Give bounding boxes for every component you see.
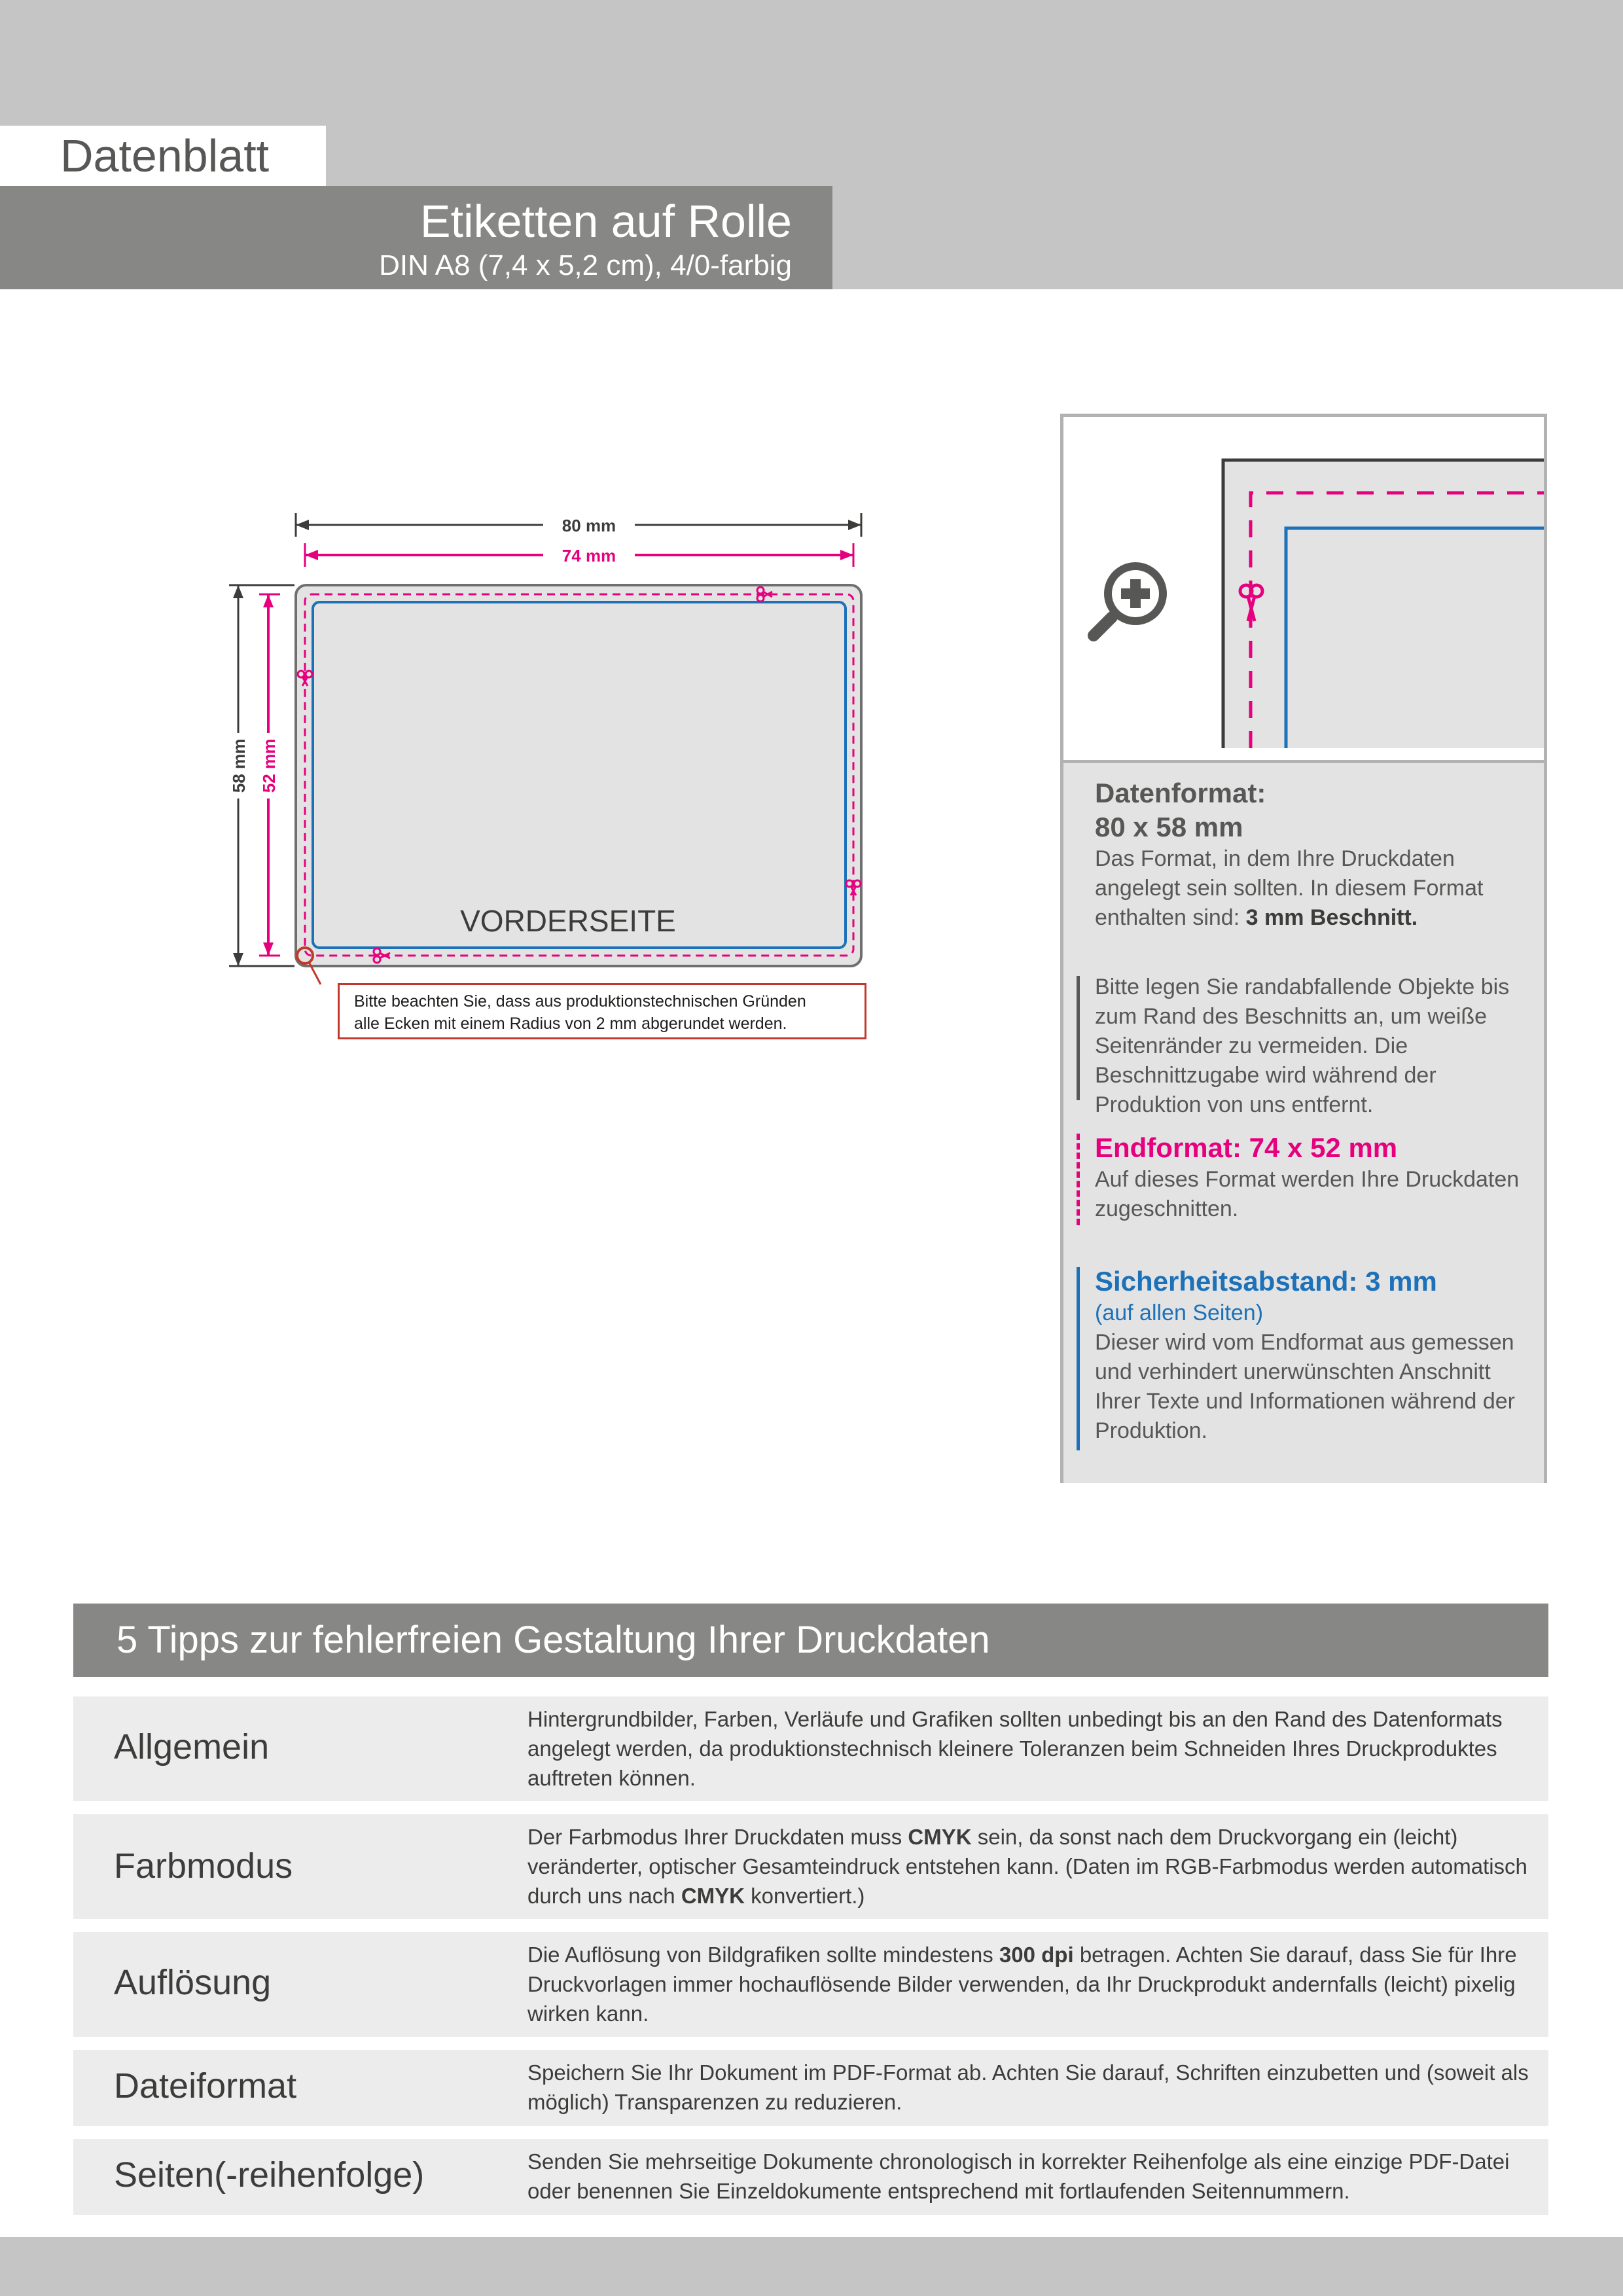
safety-heading: Sicherheitsabstand: 3 mm [1095,1266,1437,1297]
info-text-area [1063,760,1544,1483]
corner-radius-note [338,983,866,1039]
end-format-text: Auf dieses Format werden Ihre Druckdaten zugeschnitten. [1095,1167,1520,1221]
data-format-heading: Datenformat: [1095,778,1266,808]
format-diagram [196,497,916,1060]
note-line-1: Bitte beachten Sie, dass aus produktionstechnischen Gründen [354,992,806,1011]
tip-text: Der Farbmodus Ihrer Druckdaten muss CMYK sein, da sonst nach dem Druckvorgang ein (leicht) veränderter, optischer Gesamteindruck entstehen kann. (Daten im RGB-Farbmodus werden automatisch durch uns nach CMYK konvertiert.) [527,1825,1527,1908]
safety-subheading: (auf allen Seiten) [1095,1300,1264,1325]
title-bar [0,186,832,289]
format-diagram-graphic [196,497,916,1060]
info-panel [1060,414,1547,1483]
note-line-2: alle Ecken mit einem Radius von 2 mm abgerundet werden. [354,1014,787,1033]
front-side-label: VORDERSEITE [460,904,676,938]
bleed-block [1095,973,1527,1120]
zoom-detail [1063,417,1544,760]
end-format-indicator [1077,1134,1080,1225]
data-format-text: Das Format, in dem Ihre Druckdaten angelegt sein sollten. In diesem Format enthalten sind: 3 mm Beschnitt. [1095,846,1484,930]
tip-text: Speichern Sie Ihr Dokument im PDF-Format ab. Achten Sie darauf, Schriften einzubetten und (soweit als möglich) Transparenzen zu reduzieren. [527,2060,1529,2114]
zoom-in-icon [1094,562,1167,636]
tip-row [73,2139,1548,2215]
safety-text: Dieser wird vom Endformat aus gemessen und verhindert unerwünschten Anschnitt Ihrer Texte und Informationen während der Produktion. [1095,1330,1515,1443]
tip-row [73,2050,1548,2126]
height-end-label: 52 mm [259,738,279,793]
bleed-amount: 3 mm Beschnitt. [1245,905,1418,930]
zoom-detail-graphic [1063,417,1544,760]
page-title: Etiketten auf Rolle [419,196,792,247]
tip-text: Die Auflösung von Bildgrafiken sollte mindestens 300 dpi betragen. Achten Sie darauf, dass Sie für Ihre Druckvorlagen immer hochauflösende Bilder verwenden, da Ihr Druckprodukt andernfalls (leicht) pixelig wirken kann. [527,1943,1517,2026]
safety-indicator [1077,1267,1080,1450]
tips-header: 5 Tipps zur fehlerfreien Gestaltung Ihrer Druckdaten [73,1604,1548,1677]
tip-text: Hintergrundbilder, Farben, Verläufe und Grafiken sollten unbedingt bis an den Rand des Datenformats angelegt werden, da produktionstechnisch kleinere Toleranzen beim Schneiden Ihres Druckproduktes auftreten können. [527,1707,1503,1790]
bleed-indicator [1077,976,1080,1100]
height-data-label: 58 mm [229,738,249,793]
width-data-label: 80 mm [562,516,616,535]
bottom-band [0,2237,1623,2296]
data-format-block [1095,776,1527,933]
tip-title: Auflösung [114,1963,272,2002]
end-format-heading: Endformat: 74 x 52 mm [1095,1132,1398,1163]
bleed-text: Bitte legen Sie randabfallende Objekte bis zum Rand des Beschnitts an, um weiße Seitenränder zu vermeiden. Die Beschnittzugabe wird während der Produktion von uns entfernt. [1095,975,1510,1117]
tip-row [73,1814,1548,1919]
doc-type-label: Datenblatt [0,126,326,186]
tip-text: Senden Sie mehrseitige Dokumente chronologisch in korrekter Reihenfolge als eine einzige PDF-Datei oder benennen Sie Einzeldokumente entsprechend mit fortlaufenden Seitennummern. [527,2149,1510,2203]
end-format-block [1095,1131,1527,1224]
data-format-size: 80 x 58 mm [1095,812,1243,842]
tip-title: Allgemein [114,1727,270,1767]
tip-row [73,1696,1548,1801]
safety-block [1095,1265,1527,1446]
tip-title: Seiten(-reihenfolge) [114,2155,425,2195]
page-subtitle: DIN A8 (7,4 x 5,2 cm), 4/0-farbig [379,249,792,281]
tip-row [73,1932,1548,2037]
tip-title: Dateiformat [114,2066,297,2106]
width-end-label: 74 mm [562,546,616,565]
tip-title: Farbmodus [114,1846,293,1886]
